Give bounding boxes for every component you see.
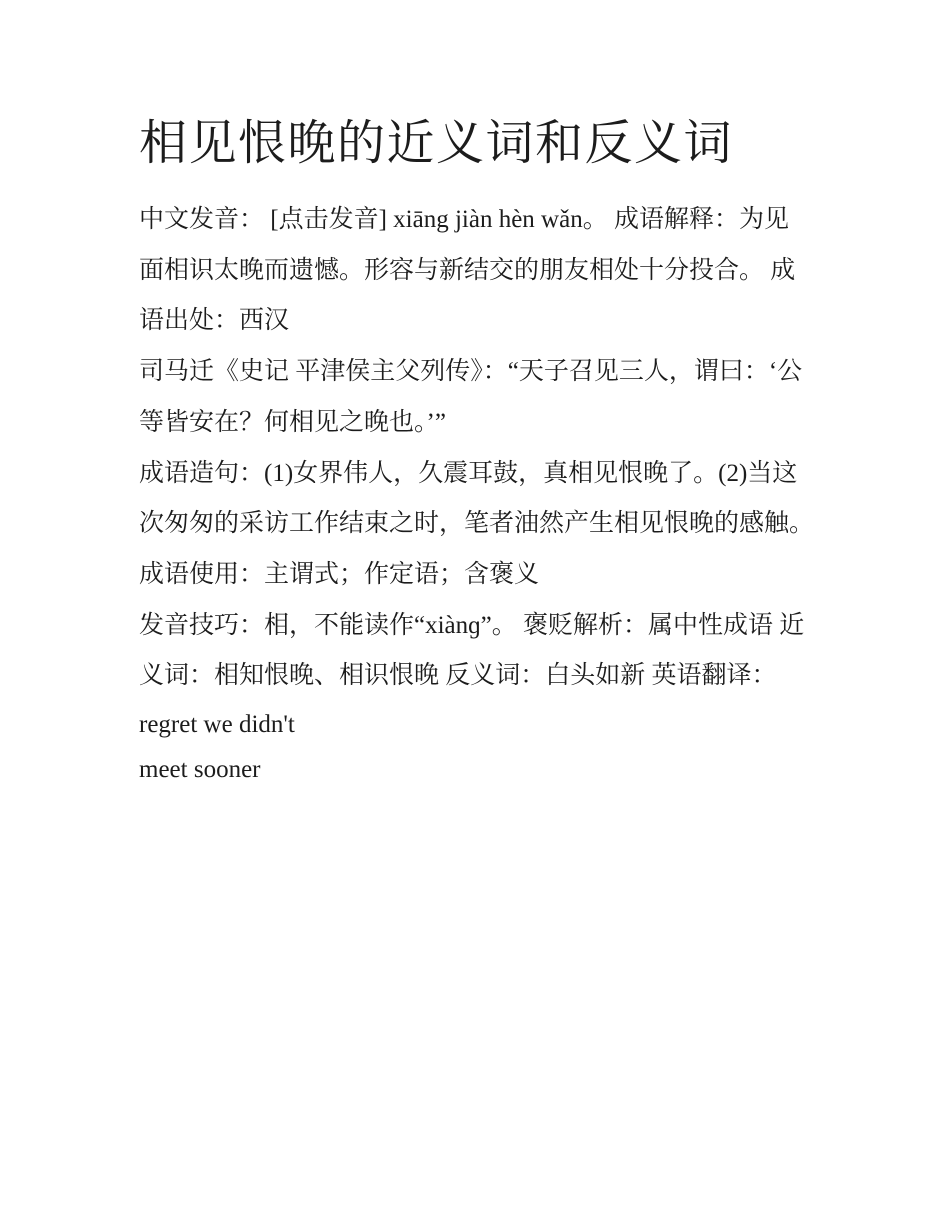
pronounce-link[interactable]: [点击发音] bbox=[270, 206, 387, 233]
text-line: 司马迁《史记 平津侯主父列传》：“天子召见三人，谓曰：‘公 bbox=[139, 358, 803, 386]
text-line: 成语使用：主谓式；作定语；含褒义 bbox=[139, 560, 540, 588]
pronunciation-text: xiāng jiàn hèn wǎn。 成语解释：为见 bbox=[386, 206, 789, 233]
article-body bbox=[139, 195, 899, 792]
article bbox=[139, 0, 899, 792]
text-line: 成语造句：(1)女界伟人，久震耳鼓，真相见恨晚了。(2)当这 bbox=[139, 459, 798, 487]
text-line: 等皆安在？何相见之晚也。’” bbox=[139, 408, 446, 436]
text-line: 发音技巧：相，不能读作“xiànɡ”。 褒贬解析：属中性成语 近 bbox=[139, 611, 805, 639]
text-line-pronunciation bbox=[139, 195, 899, 246]
text-line: 次匆匆的采访工作结束之时，笔者油然产生相见恨晚的感触。 bbox=[139, 510, 815, 538]
page-title: 相见恨晚的近义词和反义词 bbox=[139, 117, 734, 170]
text-line: 义词：相知恨晚、相识恨晚 反义词：白头如新 英语翻译： bbox=[139, 662, 777, 690]
text-line: 语出处：西汉 bbox=[139, 307, 290, 335]
text-line-english: regret we didn't bbox=[139, 711, 295, 739]
text-line-english: meet sooner bbox=[139, 756, 261, 784]
text-line: 面相识太晚而遗憾。形容与新结交的朋友相处十分投合。 成 bbox=[139, 256, 796, 284]
pronunciation-label: 中文发音： bbox=[139, 206, 271, 233]
